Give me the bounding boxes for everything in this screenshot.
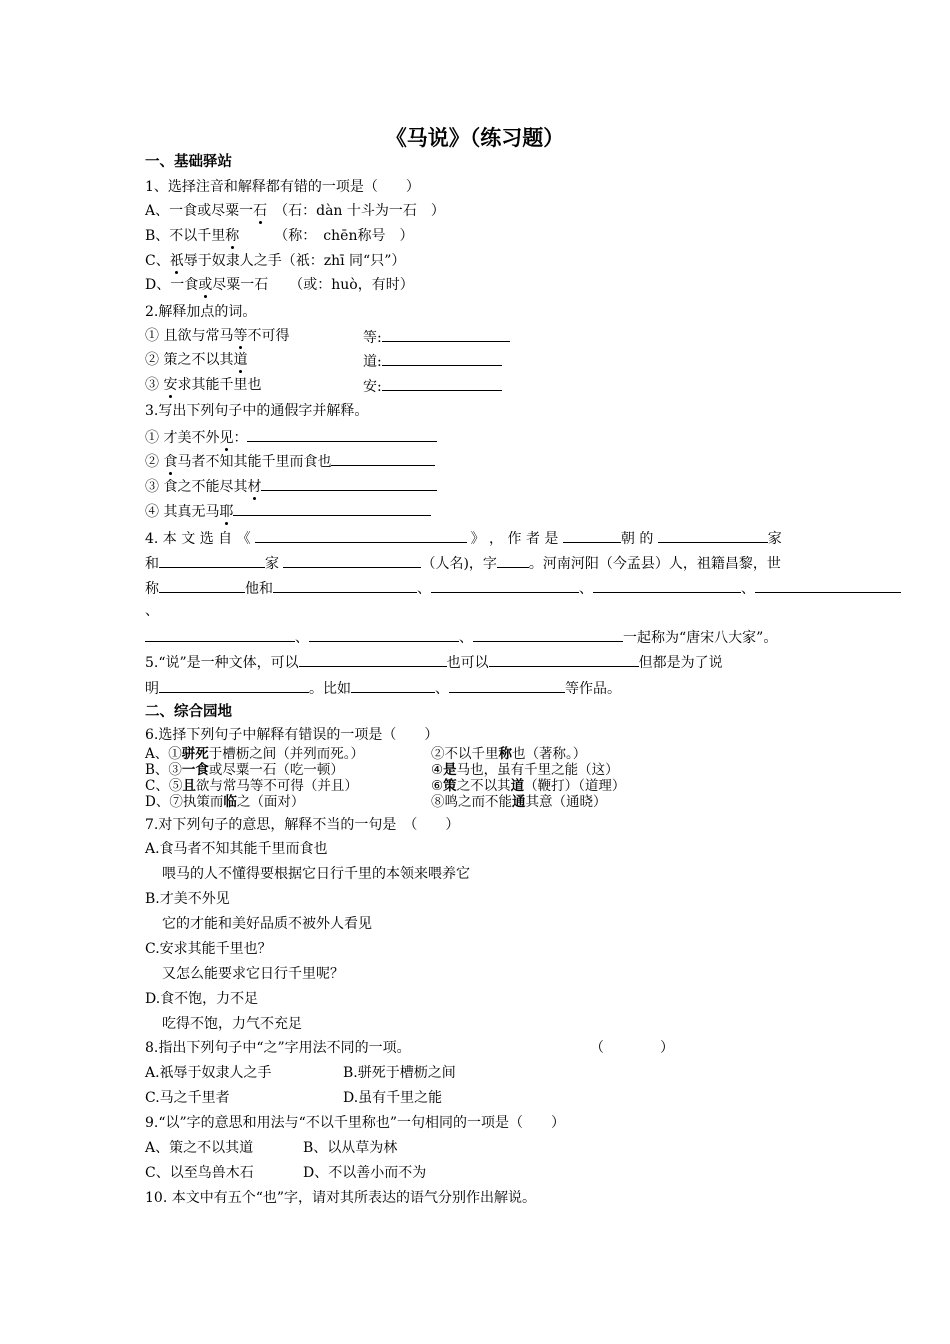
q6-r2-text: B、③	[145, 762, 182, 778]
q3-item-3	[145, 475, 437, 497]
q6-r4-text: D、⑦执策而	[145, 794, 224, 810]
q1-d-text: D、一食	[145, 277, 199, 293]
q4-line-5	[145, 626, 777, 648]
q3-item-2	[145, 450, 435, 472]
q1-option-d	[145, 275, 414, 295]
q4-text-3: 朝 的	[620, 531, 654, 547]
q4-sep-5: 、	[295, 630, 309, 646]
q6-r4-gloss: 之（面对）	[236, 794, 305, 810]
q4-text-5: 和	[145, 556, 159, 572]
q9-stem: 9.“以”字的意思和用法与“不以千里称也”一句相同的一项是（ ）	[145, 1115, 565, 1131]
q8-options-2	[145, 1088, 443, 1108]
q5-text-6: 、	[435, 681, 449, 697]
q1-b-text: B、不以千里	[145, 228, 226, 244]
q4-title-blank[interactable]	[159, 577, 245, 593]
section-heading-basic: 一、基础驿站	[145, 154, 232, 170]
q6-r4b-key: 通	[512, 794, 526, 810]
q4-line-1	[145, 527, 782, 549]
q6-r1b-gloss: 也（著称。）	[512, 746, 587, 762]
q3-1-answer-blank[interactable]	[247, 426, 437, 442]
q8-option-a: A.祇辱于奴隶人之手	[145, 1065, 272, 1081]
q2-3-text-end: 求其能千里也	[177, 377, 262, 393]
q3-item-1	[145, 426, 437, 448]
q2-1-text-end: 不可得	[247, 328, 290, 344]
q3-2-text: ②	[145, 454, 164, 470]
q6-row-1	[145, 746, 587, 762]
q4-school-blank[interactable]	[658, 527, 768, 543]
q7-stem: 7.对下列句子的意思，解释不当的一句是 （ ）	[145, 817, 460, 833]
q4-book-blank[interactable]	[255, 527, 467, 543]
q4-author-blank-3[interactable]	[593, 577, 741, 593]
q6-r2b-gloss: 马也，虽有千里之能（这）	[456, 762, 619, 778]
q3-3-answer-blank[interactable]	[261, 475, 437, 491]
q1-a-dotted: 石	[253, 203, 268, 219]
q6-r1-key: 骈死	[181, 746, 209, 762]
q3-1-text-end: ：	[233, 430, 248, 446]
q6-r1-gloss: 于槽枥之间（并列而死。）	[208, 746, 364, 762]
q1-b-note: （称： chēn称号 ）	[239, 228, 414, 244]
q2-1-answer-blank[interactable]	[382, 326, 510, 342]
q3-stem: 3.写出下列句子中的通假字并解释。	[145, 403, 369, 419]
q1-d-dotted: 或	[198, 277, 213, 293]
q8-stem: 8.指出下列句子中“之”字用法不同的一项。	[145, 1040, 411, 1056]
q4-dynasty-blank[interactable]	[563, 527, 621, 543]
q6-r3b-key2: 道	[510, 778, 525, 794]
q5-blank-3[interactable]	[159, 677, 309, 693]
q4-line-4	[145, 601, 159, 621]
q4-author-blank-2[interactable]	[431, 577, 579, 593]
q7-option-d: D.食不饱，力不足	[145, 991, 259, 1007]
q3-4-dotted: 耶	[219, 504, 234, 520]
q2-1-dotted: 等	[233, 328, 248, 344]
q1-c-note: 辱于奴隶人之手（祇：zhī 同“只”）	[183, 253, 406, 269]
q2-3-dotted: 安	[163, 377, 178, 393]
q6-stem: 6.选择下列句子中解释有错误的一项是（ ）	[145, 727, 439, 743]
q8-stem-line	[145, 1038, 674, 1058]
q5-blank-4[interactable]	[351, 677, 435, 693]
q3-4-text: ④ 其真无马	[145, 504, 220, 520]
q4-text-4: 家	[767, 531, 782, 547]
q4-sep-3: 、	[741, 581, 755, 597]
q5-blank-2[interactable]	[489, 651, 639, 667]
q2-2-answer-blank[interactable]	[382, 350, 502, 366]
q2-2-text: ② 策之不以其	[145, 352, 234, 368]
q2-1-text: ① 且欲与常马	[145, 328, 234, 344]
q5-text-3: 但都是为了说	[638, 655, 723, 671]
q6-r2b-key: 是	[443, 762, 457, 778]
q4-text-7: （人名)，字	[421, 556, 497, 572]
q9-options-2	[145, 1163, 427, 1183]
q6-r4b-gloss: 其意（通晓）	[525, 794, 607, 810]
q7-option-b-gloss: 它的才能和美好品质不被外人看见	[162, 916, 372, 932]
q9-option-b: B、以从草为林	[303, 1140, 398, 1156]
q1-a-note: （石：dàn 十斗为一石 ）	[267, 203, 445, 219]
q8-answer-paren[interactable]: （ ）	[590, 1040, 674, 1056]
q2-2-label: 道:	[363, 354, 382, 370]
q8-options-1	[145, 1063, 456, 1083]
q3-2-answer-blank[interactable]	[331, 450, 435, 466]
q4-sep-6: 、	[459, 630, 473, 646]
q4-text-9: 称	[145, 581, 159, 597]
q3-1-text: ① 才美不外	[145, 430, 220, 446]
q4-line-2	[145, 552, 781, 574]
q4-text-10: 他和	[245, 581, 273, 597]
q5-text-4: 明	[145, 681, 159, 697]
q2-item-3	[145, 375, 382, 395]
q5-blank-1[interactable]	[299, 651, 447, 667]
q1-option-c	[145, 251, 405, 271]
section-heading-comprehensive: 二、综合园地	[145, 704, 232, 720]
q6-r3-text: C、⑤	[145, 778, 183, 794]
q2-item-1	[145, 326, 382, 346]
q6-r2-key: 一食	[181, 762, 209, 778]
q4-text-8: 。河南河阳（今孟县）人，祖籍昌黎，世	[528, 556, 781, 572]
q6-row-2	[145, 762, 619, 778]
q1-c-dotted: 祇	[169, 253, 184, 269]
q7-option-c-gloss: 又怎么能要求它日行千里呢？	[162, 966, 344, 982]
q6-r1-text: A、①	[145, 746, 182, 762]
q4-line-3	[145, 577, 901, 599]
q4-author-blank-7[interactable]	[473, 626, 623, 642]
q4-text-6: 家	[265, 556, 279, 572]
q5-text-5: 。比如	[309, 681, 351, 697]
q2-3-label: 安:	[363, 379, 382, 395]
q4-author-blank-1[interactable]	[273, 577, 417, 593]
q4-author-blank-6[interactable]	[309, 626, 459, 642]
q6-row-3	[145, 778, 626, 794]
q4-author-blank-5[interactable]	[145, 626, 295, 642]
q6-row-4	[145, 794, 607, 810]
q9-option-a: A、策之不以其道	[145, 1140, 254, 1156]
q6-r1b-text: ②不以千里	[431, 746, 499, 762]
q5-text-7: 等作品。	[565, 681, 621, 697]
q8-option-c: C.马之千里者	[145, 1090, 230, 1106]
q6-r3-gloss: 欲与常马等不可得（并且）	[195, 778, 358, 794]
q6-r3-key: 且	[182, 778, 196, 794]
q9-option-c: C、以至鸟兽木石	[145, 1165, 254, 1181]
q4-sep-4: 、	[145, 603, 159, 619]
q6-r2-gloss: 或尽粟一石（吃一顿）	[208, 762, 344, 778]
q6-r3b-text: ⑥	[431, 778, 444, 794]
q6-r4b-text: ⑧鸣之而不能	[431, 794, 512, 810]
q2-3-text: ③	[145, 377, 164, 393]
q6-r3b-gloss: 之不以其道（鞭打）（道理）	[456, 778, 626, 794]
q2-item-2	[145, 350, 382, 370]
q7-option-c: C.安求其能千里也？	[145, 941, 272, 957]
q2-1-label: 等:	[363, 330, 382, 346]
q4-name-blank[interactable]	[283, 552, 421, 568]
q6-r1b-key: 称	[498, 746, 512, 762]
q1-c-text: C、	[145, 253, 170, 269]
q6-r2b-text: ④	[431, 762, 444, 778]
q4-zi-blank[interactable]	[497, 552, 529, 568]
q4-blank-2[interactable]	[159, 552, 265, 568]
q1-stem: 1、选择注音和解释都有错的一项是（ ）	[145, 179, 420, 195]
q1-b-dotted: 称	[225, 228, 240, 244]
page-title: 《马说》（练习题）	[385, 126, 565, 150]
q9-option-d: D、不以善小而不为	[303, 1165, 427, 1181]
q2-2-dotted: 道	[233, 352, 248, 368]
q7-option-a-gloss: 喂马的人不懂得要根据它日行千里的本领来喂养它	[162, 866, 470, 882]
q4-author-blank-4[interactable]	[755, 577, 901, 593]
q3-3-text: ③ 食之不能尽其	[145, 479, 248, 495]
q1-option-b	[145, 226, 413, 246]
q4-sep-1: 、	[417, 581, 431, 597]
q4-text-11: 一起称为“唐宋八大家”。	[623, 630, 778, 646]
q1-option-a	[145, 201, 445, 221]
q10-stem: 10. 本文中有五个“也”字，请对其所表达的语气分别作出解说。	[145, 1190, 537, 1206]
q1-a-text: A、一食或尽粟一	[145, 203, 254, 219]
q2-3-answer-blank[interactable]	[382, 375, 502, 391]
q3-4-answer-blank[interactable]	[233, 500, 431, 516]
q4-sep-2: 、	[579, 581, 593, 597]
q3-item-4	[145, 500, 431, 522]
q2-stem: 2.解释加点的词。	[145, 304, 257, 320]
q6-r4-key: 临	[223, 794, 237, 810]
q8-option-b: B.骈死于槽枥之间	[343, 1065, 456, 1081]
q4-text-2: 》 ， 作 者 是	[470, 531, 559, 547]
q4-text-1: 4. 本 文 选 自 《	[145, 531, 251, 547]
q3-2-dotted: 食	[163, 454, 178, 470]
q1-d-note: 尽粟一石 （或：huò，有时）	[212, 277, 414, 293]
q5-blank-5[interactable]	[449, 677, 565, 693]
q5-text-2: 也可以	[446, 655, 489, 671]
q6-r3b-key: 策	[443, 778, 457, 794]
q7-option-a: A.食马者不知其能千里而食也	[145, 841, 328, 857]
q8-option-d: D.虽有千里之能	[343, 1090, 443, 1106]
q3-2-text-end: 马者不知其能千里而食也	[177, 454, 332, 470]
q5-line-1	[145, 651, 723, 673]
q5-line-2	[145, 677, 621, 699]
q5-text-1: 5.“说”是一种文体，可以	[145, 655, 299, 671]
q3-1-dotted: 见	[219, 430, 234, 446]
q3-3-dotted: 材	[247, 479, 262, 495]
q7-option-b: B.才美不外见	[145, 891, 230, 907]
q7-option-d-gloss: 吃得不饱，力气不充足	[162, 1016, 302, 1032]
q9-options-1	[145, 1138, 398, 1158]
